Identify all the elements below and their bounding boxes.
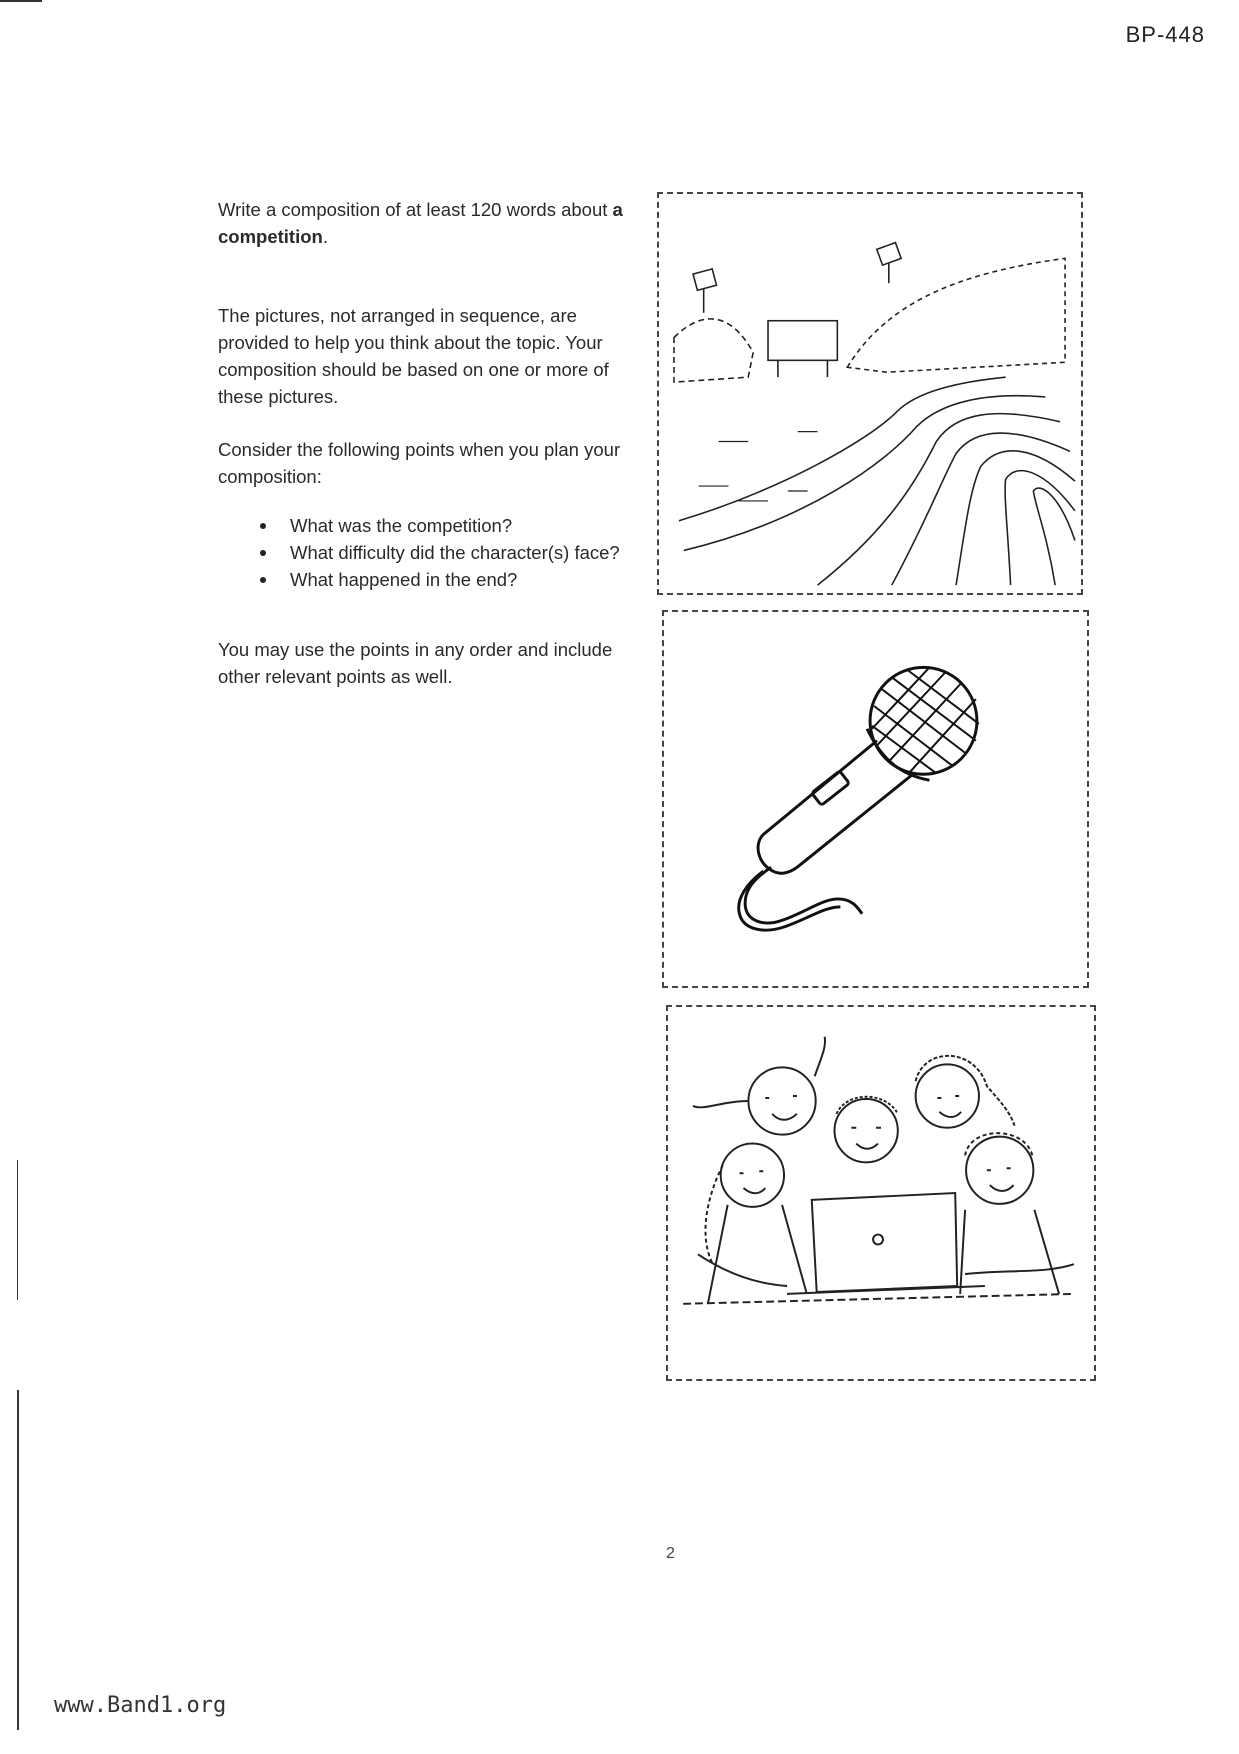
picture-frame-track <box>657 192 1083 595</box>
consider-text: Consider the following points when you plan your composition: <box>218 439 621 487</box>
closing-text: You may use the points in any order and include other relevant points as well. <box>218 639 613 687</box>
page-code: BP-448 <box>1125 22 1205 47</box>
running-track-icon <box>659 194 1081 593</box>
page-number: 2 <box>666 1545 675 1562</box>
points-list <box>218 512 623 593</box>
instructions <box>218 196 623 690</box>
scan-mark <box>0 0 42 2</box>
scan-mark <box>17 1160 18 1300</box>
picture-frame-children <box>666 1005 1096 1381</box>
point-item: What difficulty did the character(s) face? <box>290 539 623 566</box>
children-with-laptop-icon <box>668 1007 1094 1379</box>
scan-mark <box>17 1390 19 1730</box>
pictures-note: The pictures, not arranged in sequence, are provided to help you think about the topic. Your composition should be based on one or more of these pictures. <box>218 305 609 407</box>
footer-url: www.Band1.org <box>54 1693 227 1718</box>
intro-suffix: . <box>322 226 328 247</box>
microphone-icon <box>664 612 1087 986</box>
intro-paragraph <box>218 196 623 250</box>
picture-frame-microphone <box>662 610 1089 988</box>
point-item: What was the competition? <box>290 512 623 539</box>
point-item: What happened in the end? <box>290 566 623 593</box>
intro-topic: a competition <box>218 199 623 247</box>
intro-prefix: Write a composition of at least 120 words about <box>218 199 613 220</box>
